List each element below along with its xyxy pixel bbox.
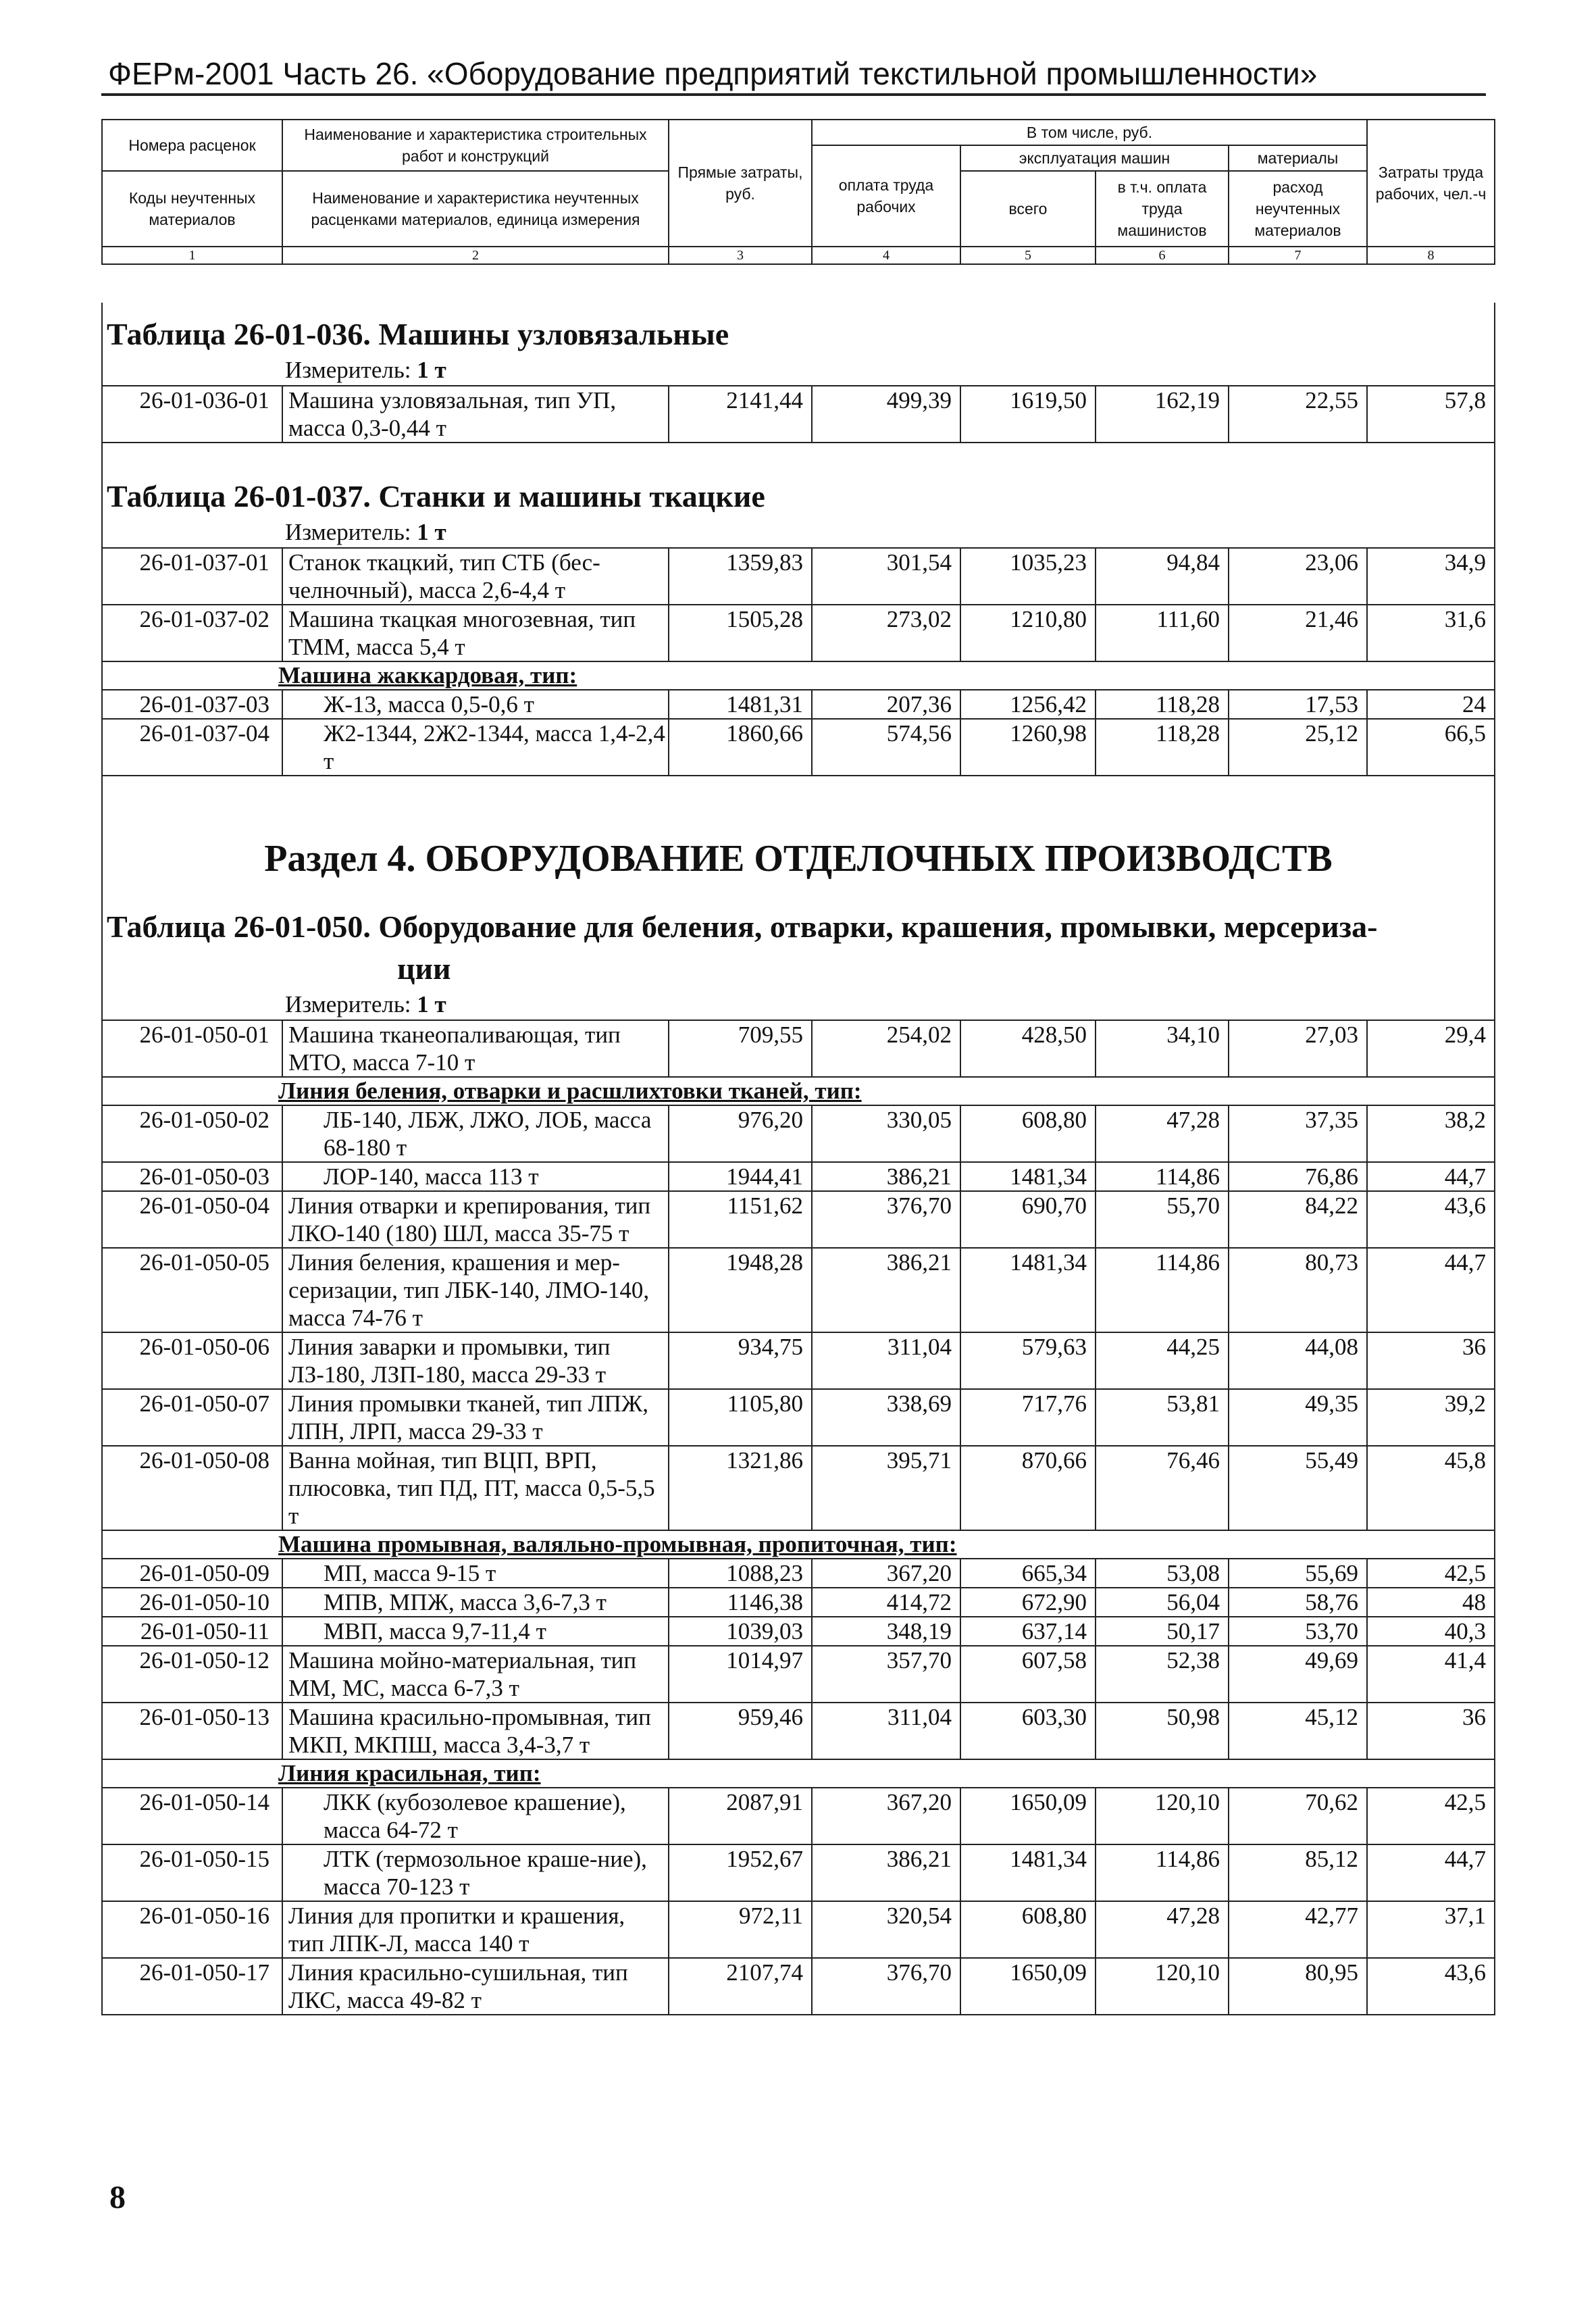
measure-value: 1 т	[417, 991, 446, 1017]
table-row	[102, 1588, 1495, 1617]
worker-pay: 357,70	[812, 1646, 960, 1703]
rate-name: Ванна мойная, тип ВЦП, ВРП, плюсовка, тип ПД, ПТ, масса 0,5-5,5 т	[282, 1446, 669, 1530]
direct-costs: 1014,97	[669, 1646, 812, 1703]
col-material-codes: Коды неучтенных материалов	[102, 171, 282, 247]
rate-code: 26-01-050-06	[102, 1332, 282, 1389]
operator-pay: 118,28	[1096, 719, 1229, 776]
col-machines: эксплуатация машин	[960, 145, 1229, 171]
rate-name: Станок ткацкий, тип СТБ (бес-челночный), масса 2,6-4,4 т	[282, 548, 669, 605]
material-costs: 42,77	[1229, 1901, 1367, 1958]
machine-costs: 1650,09	[960, 1958, 1096, 2015]
table-row	[102, 1248, 1495, 1332]
labor-hours: 38,2	[1367, 1105, 1495, 1162]
machine-costs: 717,76	[960, 1389, 1096, 1446]
worker-pay: 386,21	[812, 1844, 960, 1901]
table-row	[102, 1105, 1495, 1162]
direct-costs: 2107,74	[669, 1958, 812, 2015]
rate-code: 26-01-050-13	[102, 1703, 282, 1759]
labor-hours: 44,7	[1367, 1248, 1495, 1332]
operator-pay: 162,19	[1096, 386, 1229, 443]
rate-name: Машина мойно-материальная, тип ММ, МС, масса 6-7,3 т	[282, 1646, 669, 1703]
labor-hours: 29,4	[1367, 1020, 1495, 1077]
machine-costs: 579,63	[960, 1332, 1096, 1389]
labor-hours: 24	[1367, 690, 1495, 719]
direct-costs: 1105,80	[669, 1389, 812, 1446]
group-heading: Машина жаккардовая, тип:	[102, 661, 1495, 690]
rate-name: ЛКК (кубозолевое крашение), масса 64-72 т	[282, 1788, 669, 1844]
machine-costs: 1210,80	[960, 605, 1096, 661]
worker-pay: 254,02	[812, 1020, 960, 1077]
direct-costs: 2087,91	[669, 1788, 812, 1844]
machine-costs: 1619,50	[960, 386, 1096, 443]
rate-code: 26-01-050-16	[102, 1901, 282, 1958]
table-title-row	[102, 906, 1495, 990]
table-row	[102, 1958, 1495, 2015]
rate-code: 26-01-050-10	[102, 1588, 282, 1617]
col-codes-top: Номера расценок	[102, 120, 282, 171]
operator-pay: 114,86	[1096, 1248, 1229, 1332]
group-row	[102, 1530, 1495, 1559]
worker-pay: 376,70	[812, 1191, 960, 1248]
section-title: Раздел 4. ОБОРУДОВАНИЕ ОТДЕЛОЧНЫХ ПРОИЗВОДСТВ	[102, 809, 1495, 906]
labor-hours: 66,5	[1367, 719, 1495, 776]
direct-costs: 1359,83	[669, 548, 812, 605]
rate-code: 26-01-036-01	[102, 386, 282, 443]
worker-pay: 330,05	[812, 1105, 960, 1162]
direct-costs: 1146,38	[669, 1588, 812, 1617]
direct-costs: 959,46	[669, 1703, 812, 1759]
col-name-top: Наименование и характеристика строительных работ и конструкций	[282, 120, 669, 171]
material-costs: 80,73	[1229, 1248, 1367, 1332]
rate-code: 26-01-050-01	[102, 1020, 282, 1077]
rate-name: Линия беления, крашения и мер-серизации, тип ЛБК-140, ЛМО-140, масса 74-76 т	[282, 1248, 669, 1332]
rate-code: 26-01-050-17	[102, 1958, 282, 2015]
col-operator-pay: в т.ч. оплата труда машинистов	[1096, 171, 1229, 247]
material-costs: 53,70	[1229, 1617, 1367, 1646]
direct-costs: 1948,28	[669, 1248, 812, 1332]
direct-costs: 1944,41	[669, 1162, 812, 1191]
labor-hours: 42,5	[1367, 1559, 1495, 1588]
machine-costs: 608,80	[960, 1105, 1096, 1162]
col-direct-costs: Прямые затраты, руб.	[669, 120, 812, 247]
measure-line	[102, 990, 1495, 1020]
rate-name: Линия отварки и крепирования, тип ЛКО-140 (180) ШЛ, масса 35-75 т	[282, 1191, 669, 1248]
rate-code: 26-01-050-11	[102, 1617, 282, 1646]
page-number: 8	[109, 2180, 126, 2215]
rate-code: 26-01-050-14	[102, 1788, 282, 1844]
table-row	[102, 1703, 1495, 1759]
measure-line-row	[102, 990, 1495, 1020]
labor-hours: 34,9	[1367, 548, 1495, 605]
group-heading: Линия красильная, тип:	[102, 1759, 1495, 1788]
col-number: 2	[282, 247, 669, 264]
spacer	[102, 776, 1495, 809]
col-number: 6	[1096, 247, 1229, 264]
worker-pay: 395,71	[812, 1446, 960, 1530]
machine-costs: 665,34	[960, 1559, 1096, 1588]
col-number: 5	[960, 247, 1096, 264]
group-row	[102, 661, 1495, 690]
rate-name: Машина красильно-промывная, тип МКП, МКПШ, масса 3,4-3,7 т	[282, 1703, 669, 1759]
machine-costs: 428,50	[960, 1020, 1096, 1077]
material-costs: 70,62	[1229, 1788, 1367, 1844]
col-including: В том числе, руб.	[812, 120, 1367, 145]
rate-name: Линия для пропитки и крашения, тип ЛПК-Л, масса 140 т	[282, 1901, 669, 1958]
col-number: 7	[1229, 247, 1367, 264]
material-costs: 80,95	[1229, 1958, 1367, 2015]
rate-code: 26-01-050-08	[102, 1446, 282, 1530]
labor-hours: 40,3	[1367, 1617, 1495, 1646]
page-header: ФЕРм-2001 Часть 26. «Оборудование предприятий текстильной промышленности»	[108, 56, 1318, 91]
operator-pay: 94,84	[1096, 548, 1229, 605]
operator-pay: 44,25	[1096, 1332, 1229, 1389]
labor-hours: 43,6	[1367, 1191, 1495, 1248]
machine-costs: 1035,23	[960, 548, 1096, 605]
operator-pay: 114,86	[1096, 1162, 1229, 1191]
machine-costs: 1481,34	[960, 1844, 1096, 1901]
measure-label: Измеритель:	[285, 991, 411, 1017]
direct-costs: 1505,28	[669, 605, 812, 661]
operator-pay: 55,70	[1096, 1191, 1229, 1248]
material-costs: 23,06	[1229, 548, 1367, 605]
rate-name: Ж2-1344, 2Ж2-1344, масса 1,4-2,4 т	[282, 719, 669, 776]
rates-table	[101, 303, 1495, 2015]
col-machines-total: всего	[960, 171, 1096, 247]
measure-line	[102, 518, 1495, 548]
col-material-use: расход неучтенных материалов	[1229, 171, 1367, 247]
col-number: 8	[1367, 247, 1495, 264]
labor-hours: 44,7	[1367, 1162, 1495, 1191]
direct-costs: 709,55	[669, 1020, 812, 1077]
direct-costs: 1481,31	[669, 690, 812, 719]
direct-costs: 934,75	[669, 1332, 812, 1389]
labor-hours: 45,8	[1367, 1446, 1495, 1530]
worker-pay: 367,20	[812, 1788, 960, 1844]
table-title-line2: ции	[397, 951, 451, 986]
rate-name: ЛТК (термозольное краше-ние), масса 70-123 т	[282, 1844, 669, 1901]
table-row	[102, 1646, 1495, 1703]
machine-costs: 1650,09	[960, 1788, 1096, 1844]
col-material-names: Наименование и характеристика неучтенных расценками материалов, единица измерения	[282, 171, 669, 247]
table-row	[102, 1162, 1495, 1191]
operator-pay: 53,08	[1096, 1559, 1229, 1588]
rate-code: 26-01-050-05	[102, 1248, 282, 1332]
col-labor-hours: Затраты труда рабочих, чел.-ч	[1367, 120, 1495, 247]
table-title-row	[102, 476, 1495, 518]
material-costs: 44,08	[1229, 1332, 1367, 1389]
material-costs: 49,69	[1229, 1646, 1367, 1703]
labor-hours: 36	[1367, 1703, 1495, 1759]
worker-pay: 311,04	[812, 1332, 960, 1389]
table-row	[102, 605, 1495, 661]
operator-pay: 47,28	[1096, 1105, 1229, 1162]
operator-pay: 47,28	[1096, 1901, 1229, 1958]
rate-code: 26-01-050-15	[102, 1844, 282, 1901]
measure-value: 1 т	[417, 519, 446, 545]
col-worker-pay: оплата труда рабочих	[812, 145, 960, 247]
table-row	[102, 548, 1495, 605]
measure-line-row	[102, 518, 1495, 548]
direct-costs: 2141,44	[669, 386, 812, 443]
table-title-line1: Таблица 26-01-050. Оборудование для беления, отварки, крашения, промывки, мерсериза-	[107, 909, 1378, 944]
rate-name: Линия заварки и промывки, тип ЛЗ-180, ЛЗП-180, масса 29-33 т	[282, 1332, 669, 1389]
material-costs: 49,35	[1229, 1389, 1367, 1446]
worker-pay: 311,04	[812, 1703, 960, 1759]
labor-hours: 57,8	[1367, 386, 1495, 443]
machine-costs: 603,30	[960, 1703, 1096, 1759]
machine-costs: 690,70	[960, 1191, 1096, 1248]
operator-pay: 52,38	[1096, 1646, 1229, 1703]
worker-pay: 207,36	[812, 690, 960, 719]
direct-costs: 1151,62	[669, 1191, 812, 1248]
measure-line-row	[102, 355, 1495, 386]
table-row	[102, 1389, 1495, 1446]
group-heading: Машина промывная, валяльно-промывная, пропиточная, тип:	[102, 1530, 1495, 1559]
rate-name: ЛБ-140, ЛБЖ, ЛЖО, ЛОБ, масса 68-180 т	[282, 1105, 669, 1162]
worker-pay: 320,54	[812, 1901, 960, 1958]
labor-hours: 48	[1367, 1588, 1495, 1617]
material-costs: 17,53	[1229, 690, 1367, 719]
table-row	[102, 1617, 1495, 1646]
machine-costs: 607,58	[960, 1646, 1096, 1703]
rate-code: 26-01-037-04	[102, 719, 282, 776]
spacer	[102, 443, 1495, 476]
material-costs: 58,76	[1229, 1588, 1367, 1617]
table-row	[102, 1191, 1495, 1248]
worker-pay: 376,70	[812, 1958, 960, 2015]
rate-name: Линия промывки тканей, тип ЛПЖ, ЛПН, ЛРП, масса 29-33 т	[282, 1389, 669, 1446]
labor-hours: 37,1	[1367, 1901, 1495, 1958]
rate-name: Машина тканеопаливающая, тип МТО, масса 7-10 т	[282, 1020, 669, 1077]
labor-hours: 39,2	[1367, 1389, 1495, 1446]
table-row	[102, 1844, 1495, 1901]
rate-name: Ж-13, масса 0,5-0,6 т	[282, 690, 669, 719]
direct-costs: 1860,66	[669, 719, 812, 776]
direct-costs: 1321,86	[669, 1446, 812, 1530]
operator-pay: 50,98	[1096, 1703, 1229, 1759]
machine-costs: 1481,34	[960, 1162, 1096, 1191]
table-title-row	[102, 313, 1495, 355]
rate-name: Машина ткацкая многозевная, тип ТММ, масса 5,4 т	[282, 605, 669, 661]
material-costs: 45,12	[1229, 1703, 1367, 1759]
measure-value: 1 т	[417, 357, 446, 383]
table-row	[102, 386, 1495, 443]
table-row	[102, 1020, 1495, 1077]
rate-code: 26-01-037-03	[102, 690, 282, 719]
rate-name: Машина узловязальная, тип УП, масса 0,3-0,44 т	[282, 386, 669, 443]
operator-pay: 111,60	[1096, 605, 1229, 661]
rate-code: 26-01-050-04	[102, 1191, 282, 1248]
table-row	[102, 719, 1495, 776]
measure-line	[102, 355, 1495, 386]
rate-name: МП, масса 9-15 т	[282, 1559, 669, 1588]
table-row	[102, 1332, 1495, 1389]
operator-pay: 53,81	[1096, 1389, 1229, 1446]
material-costs: 22,55	[1229, 386, 1367, 443]
worker-pay: 499,39	[812, 386, 960, 443]
direct-costs: 1039,03	[669, 1617, 812, 1646]
worker-pay: 367,20	[812, 1559, 960, 1588]
rate-code: 26-01-050-07	[102, 1389, 282, 1446]
material-costs: 25,12	[1229, 719, 1367, 776]
worker-pay: 414,72	[812, 1588, 960, 1617]
rate-code: 26-01-037-01	[102, 548, 282, 605]
rate-name: ЛОР-140, масса 113 т	[282, 1162, 669, 1191]
spacer-row	[102, 303, 1495, 313]
table-row	[102, 1901, 1495, 1958]
measure-label: Измеритель:	[285, 519, 411, 545]
col-number: 1	[102, 247, 282, 264]
material-costs: 85,12	[1229, 1844, 1367, 1901]
labor-hours: 36	[1367, 1332, 1495, 1389]
machine-costs: 637,14	[960, 1617, 1096, 1646]
operator-pay: 114,86	[1096, 1844, 1229, 1901]
worker-pay: 574,56	[812, 719, 960, 776]
rate-name: МВП, масса 9,7-11,4 т	[282, 1617, 669, 1646]
direct-costs: 1088,23	[669, 1559, 812, 1588]
labor-hours: 31,6	[1367, 605, 1495, 661]
worker-pay: 301,54	[812, 548, 960, 605]
group-row	[102, 1077, 1495, 1105]
table-title	[102, 906, 1495, 990]
rate-code: 26-01-050-09	[102, 1559, 282, 1588]
column-header-table	[101, 119, 1495, 265]
labor-hours: 44,7	[1367, 1844, 1495, 1901]
table-row	[102, 1446, 1495, 1530]
material-costs: 55,49	[1229, 1446, 1367, 1530]
rate-code: 26-01-050-02	[102, 1105, 282, 1162]
material-costs: 27,03	[1229, 1020, 1367, 1077]
rate-code: 26-01-050-12	[102, 1646, 282, 1703]
worker-pay: 386,21	[812, 1248, 960, 1332]
labor-hours: 42,5	[1367, 1788, 1495, 1844]
direct-costs: 972,11	[669, 1901, 812, 1958]
worker-pay: 348,19	[812, 1617, 960, 1646]
operator-pay: 76,46	[1096, 1446, 1229, 1530]
table-row	[102, 690, 1495, 719]
operator-pay: 34,10	[1096, 1020, 1229, 1077]
rate-name: Линия красильно-сушильная, тип ЛКС, масса 49-82 т	[282, 1958, 669, 2015]
rate-code: 26-01-050-03	[102, 1162, 282, 1191]
machine-costs: 608,80	[960, 1901, 1096, 1958]
material-costs: 84,22	[1229, 1191, 1367, 1248]
table-title: Таблица 26-01-036. Машины узловязальные	[102, 313, 1495, 355]
operator-pay: 50,17	[1096, 1617, 1229, 1646]
spacer-row	[102, 776, 1495, 809]
operator-pay: 118,28	[1096, 690, 1229, 719]
labor-hours: 43,6	[1367, 1958, 1495, 2015]
table-row	[102, 1788, 1495, 1844]
group-heading: Линия беления, отварки и расшлихтовки тканей, тип:	[102, 1077, 1495, 1105]
machine-costs: 1256,42	[960, 690, 1096, 719]
direct-costs: 976,20	[669, 1105, 812, 1162]
direct-costs: 1952,67	[669, 1844, 812, 1901]
rate-code: 26-01-037-02	[102, 605, 282, 661]
spacer	[102, 303, 1495, 313]
operator-pay: 120,10	[1096, 1788, 1229, 1844]
worker-pay: 338,69	[812, 1389, 960, 1446]
measure-label: Измеритель:	[285, 357, 411, 383]
labor-hours: 41,4	[1367, 1646, 1495, 1703]
material-costs: 37,35	[1229, 1105, 1367, 1162]
material-costs: 55,69	[1229, 1559, 1367, 1588]
header-rule	[101, 93, 1486, 96]
worker-pay: 386,21	[812, 1162, 960, 1191]
col-number: 3	[669, 247, 812, 264]
col-number: 4	[812, 247, 960, 264]
machine-costs: 870,66	[960, 1446, 1096, 1530]
section-title-row	[102, 809, 1495, 906]
worker-pay: 273,02	[812, 605, 960, 661]
operator-pay: 56,04	[1096, 1588, 1229, 1617]
material-costs: 76,86	[1229, 1162, 1367, 1191]
material-costs: 21,46	[1229, 605, 1367, 661]
machine-costs: 1481,34	[960, 1248, 1096, 1332]
group-row	[102, 1759, 1495, 1788]
machine-costs: 1260,98	[960, 719, 1096, 776]
rate-name: МПВ, МПЖ, масса 3,6-7,3 т	[282, 1588, 669, 1617]
table-title: Таблица 26-01-037. Станки и машины ткацкие	[102, 476, 1495, 518]
operator-pay: 120,10	[1096, 1958, 1229, 2015]
machine-costs: 672,90	[960, 1588, 1096, 1617]
col-materials: материалы	[1229, 145, 1367, 171]
spacer-row	[102, 443, 1495, 476]
table-row	[102, 1559, 1495, 1588]
